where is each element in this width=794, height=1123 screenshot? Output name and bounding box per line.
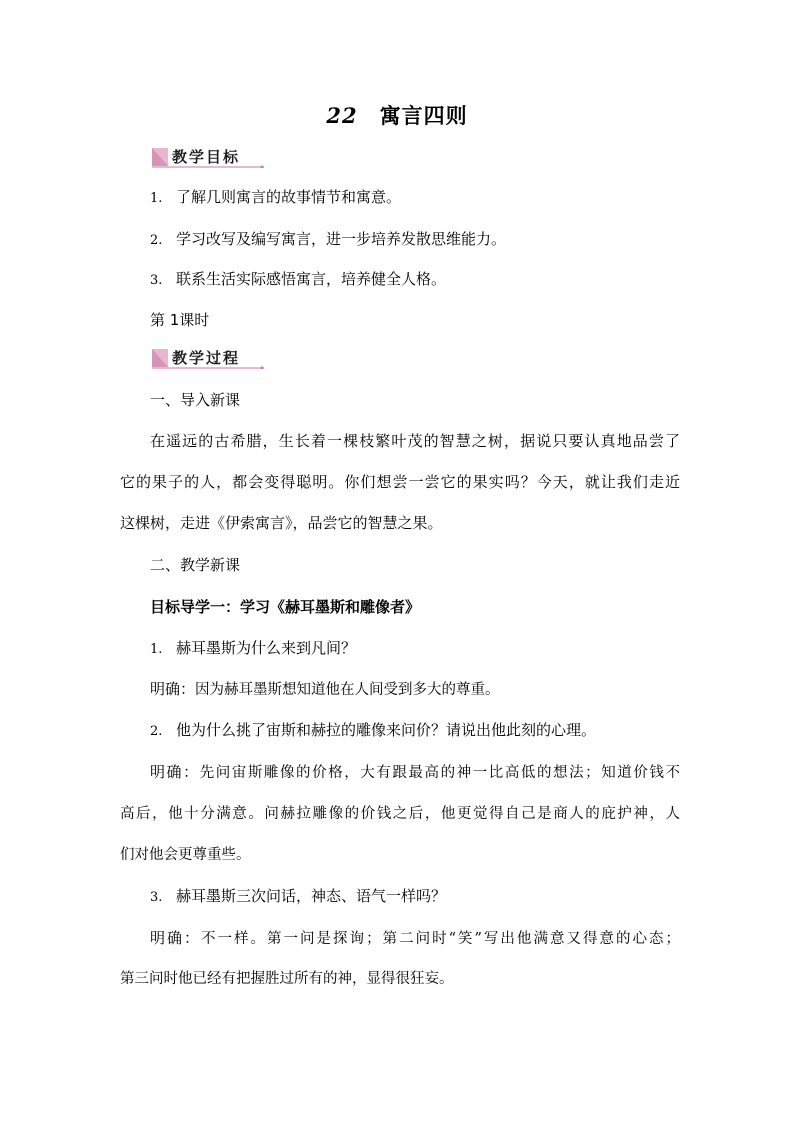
goal-item-2: 2. 学习改写及编写寓言，进一步培养发散思维能力。 bbox=[150, 230, 507, 248]
lesson-number: 22 bbox=[326, 103, 358, 128]
answer-1: 明确：因为赫耳墨斯想知道他在人间受到多大的尊重。 bbox=[150, 680, 500, 698]
intro-paragraph-line-2: 它的果子的人，都会变得聪明。你们想尝一尝它的果实吗？今天，就让我们走近 bbox=[120, 473, 680, 491]
lesson-title bbox=[0, 100, 794, 130]
answer-3-line-2: 第三问时他已经有把握胜过所有的神，显得很狂妄。 bbox=[120, 971, 454, 987]
intro-paragraph-line-1: 在遥远的古希腊，生长着一棵枝繁叶茂的智慧之树，据说只要认真地品尝了 bbox=[150, 432, 680, 450]
lesson-title-text: 寓言四则 bbox=[379, 103, 468, 128]
section-tag-process bbox=[150, 347, 266, 369]
answer-2-line-1: 明确：先问宙斯雕像的价格，大有跟最高的神一比高低的想法；知道价钱不 bbox=[150, 763, 680, 781]
period-label: 第 1课时 bbox=[150, 311, 210, 329]
goal-item-1: 1. 了解几则寓言的故事情节和寓意。 bbox=[150, 188, 402, 206]
goal-guide-title: 目标导学一：学习《赫耳墨斯和雕像者》 bbox=[150, 598, 421, 616]
part2-heading: 二、教学新课 bbox=[150, 556, 241, 574]
section-tag-goals bbox=[150, 146, 266, 168]
answer-2-line-2: 高后，他十分满意。问赫拉雕像的价钱之后，他更觉得自己是商人的庇护神，人 bbox=[120, 806, 680, 822]
answer-2-line-3: 们对他会更尊重些。 bbox=[120, 847, 251, 863]
section-tag-process-label: 教学过程 bbox=[172, 349, 241, 367]
goal-item-3: 3. 联系生活实际感悟寓言，培养健全人格。 bbox=[150, 270, 447, 288]
intro-paragraph-line-3: 这棵树，走进《伊索寓言》，品尝它的智慧之果。 bbox=[120, 514, 443, 532]
question-2: 2. 他为什么挑了宙斯和赫拉的雕像来问价？请说出他此刻的心理。 bbox=[150, 721, 597, 739]
part1-heading: 一、导入新课 bbox=[150, 391, 241, 409]
section-tag-goals-label: 教学目标 bbox=[172, 148, 241, 166]
answer-3-line-1: 明确：不一样。第一问是探询；第二问时“笑”写出他满意又得意的心态； bbox=[150, 929, 680, 947]
question-3: 3. 赫耳墨斯三次问话，神态、语气一样吗？ bbox=[150, 887, 447, 905]
question-1: 1. 赫耳墨斯为什么来到凡间？ bbox=[150, 639, 357, 657]
